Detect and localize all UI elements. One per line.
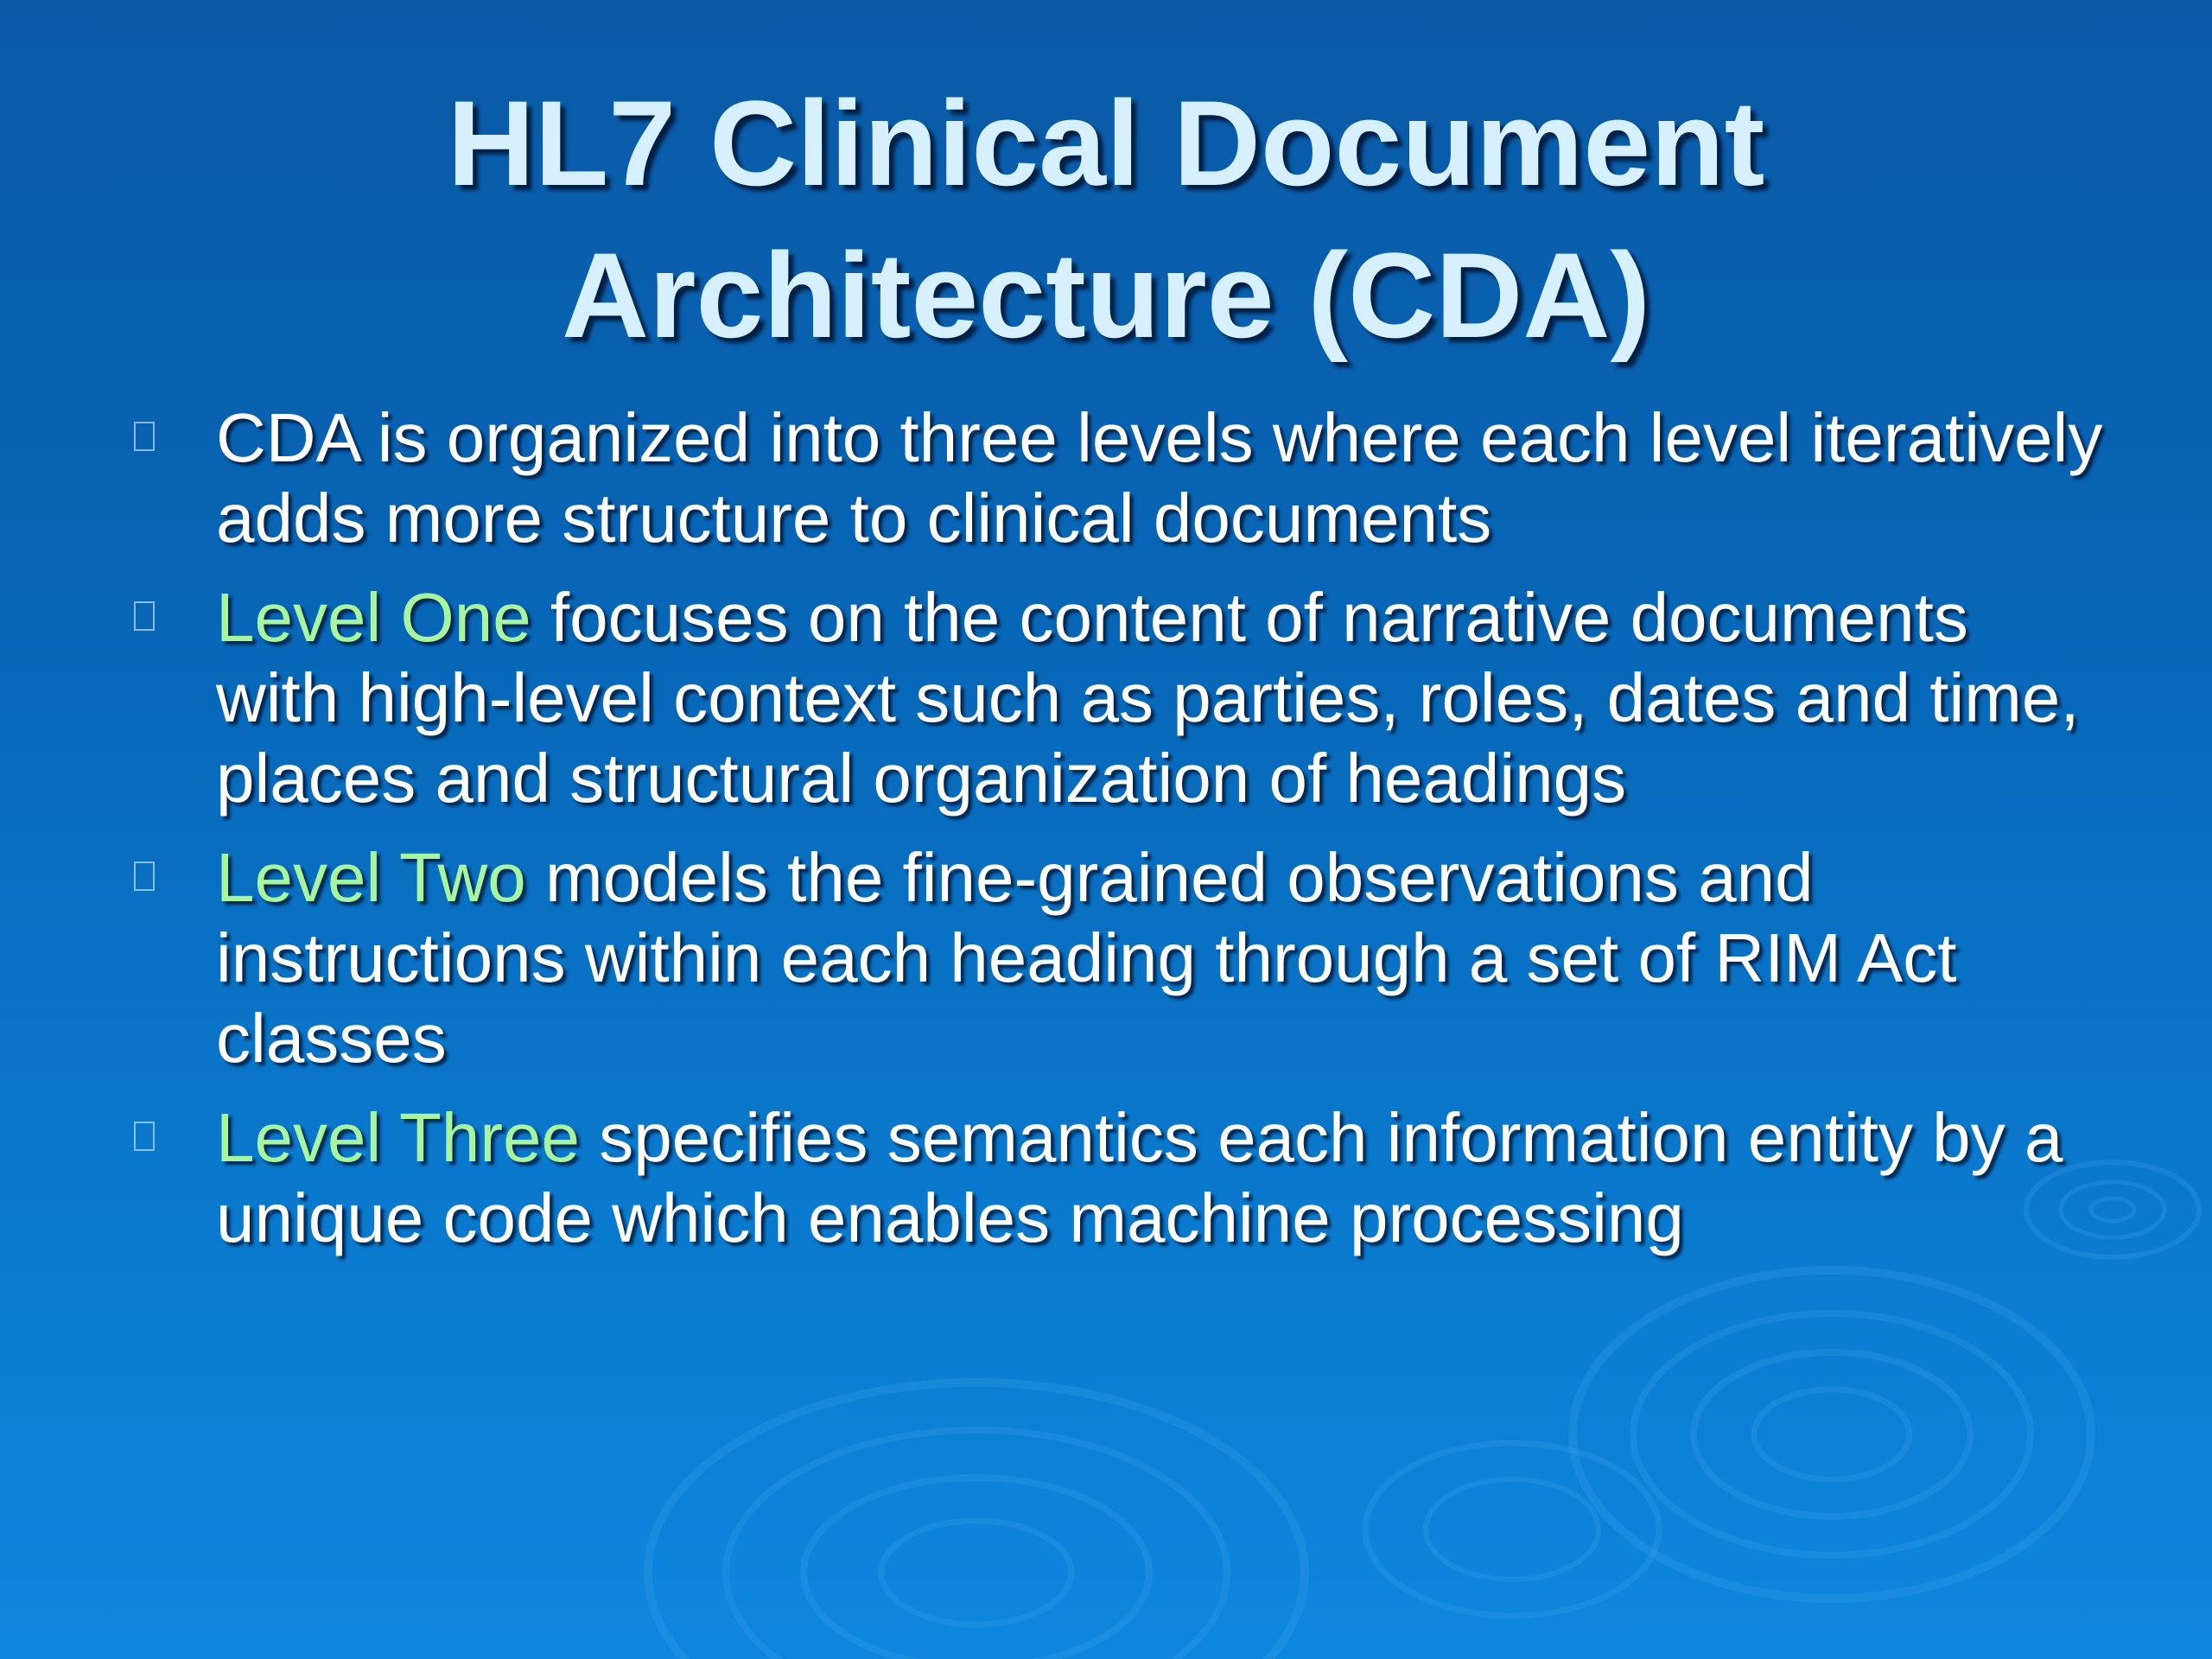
title-line-2: Architecture (CDA) bbox=[561, 227, 1651, 363]
bullet-highlight: Level Three bbox=[216, 1099, 581, 1176]
bullet-highlight: Level Two bbox=[216, 839, 526, 916]
bullet-item-level-two bbox=[125, 837, 2104, 1078]
square-bullet-icon bbox=[134, 601, 155, 631]
bullet-text: models the fine-grained observations and instructions within each heading through a set of RIM Act classes bbox=[216, 839, 1957, 1077]
bullet-highlight: Level One bbox=[216, 579, 531, 656]
title-line-1: HL7 Clinical Document bbox=[447, 75, 1765, 211]
square-bullet-icon bbox=[134, 861, 155, 891]
slide-title bbox=[173, 67, 2039, 372]
bullet-list bbox=[125, 397, 2104, 1277]
bullet-text: CDA is organized into three levels where each level iteratively adds more structure to clinical documents bbox=[216, 399, 2103, 556]
square-bullet-icon bbox=[134, 1122, 155, 1151]
bullet-item-level-one bbox=[125, 577, 2104, 818]
bullet-item-level-three bbox=[125, 1097, 2104, 1258]
bullet-item-cda-levels bbox=[125, 397, 2104, 558]
bullet-text: specifies semantics each information entity by a unique code which enables machine processing bbox=[216, 1099, 2063, 1256]
square-bullet-icon bbox=[134, 422, 155, 451]
bullet-text: focuses on the content of narrative documents with high-level context such as parties, roles, dates and time, places and structural organization of headings bbox=[216, 579, 2080, 817]
